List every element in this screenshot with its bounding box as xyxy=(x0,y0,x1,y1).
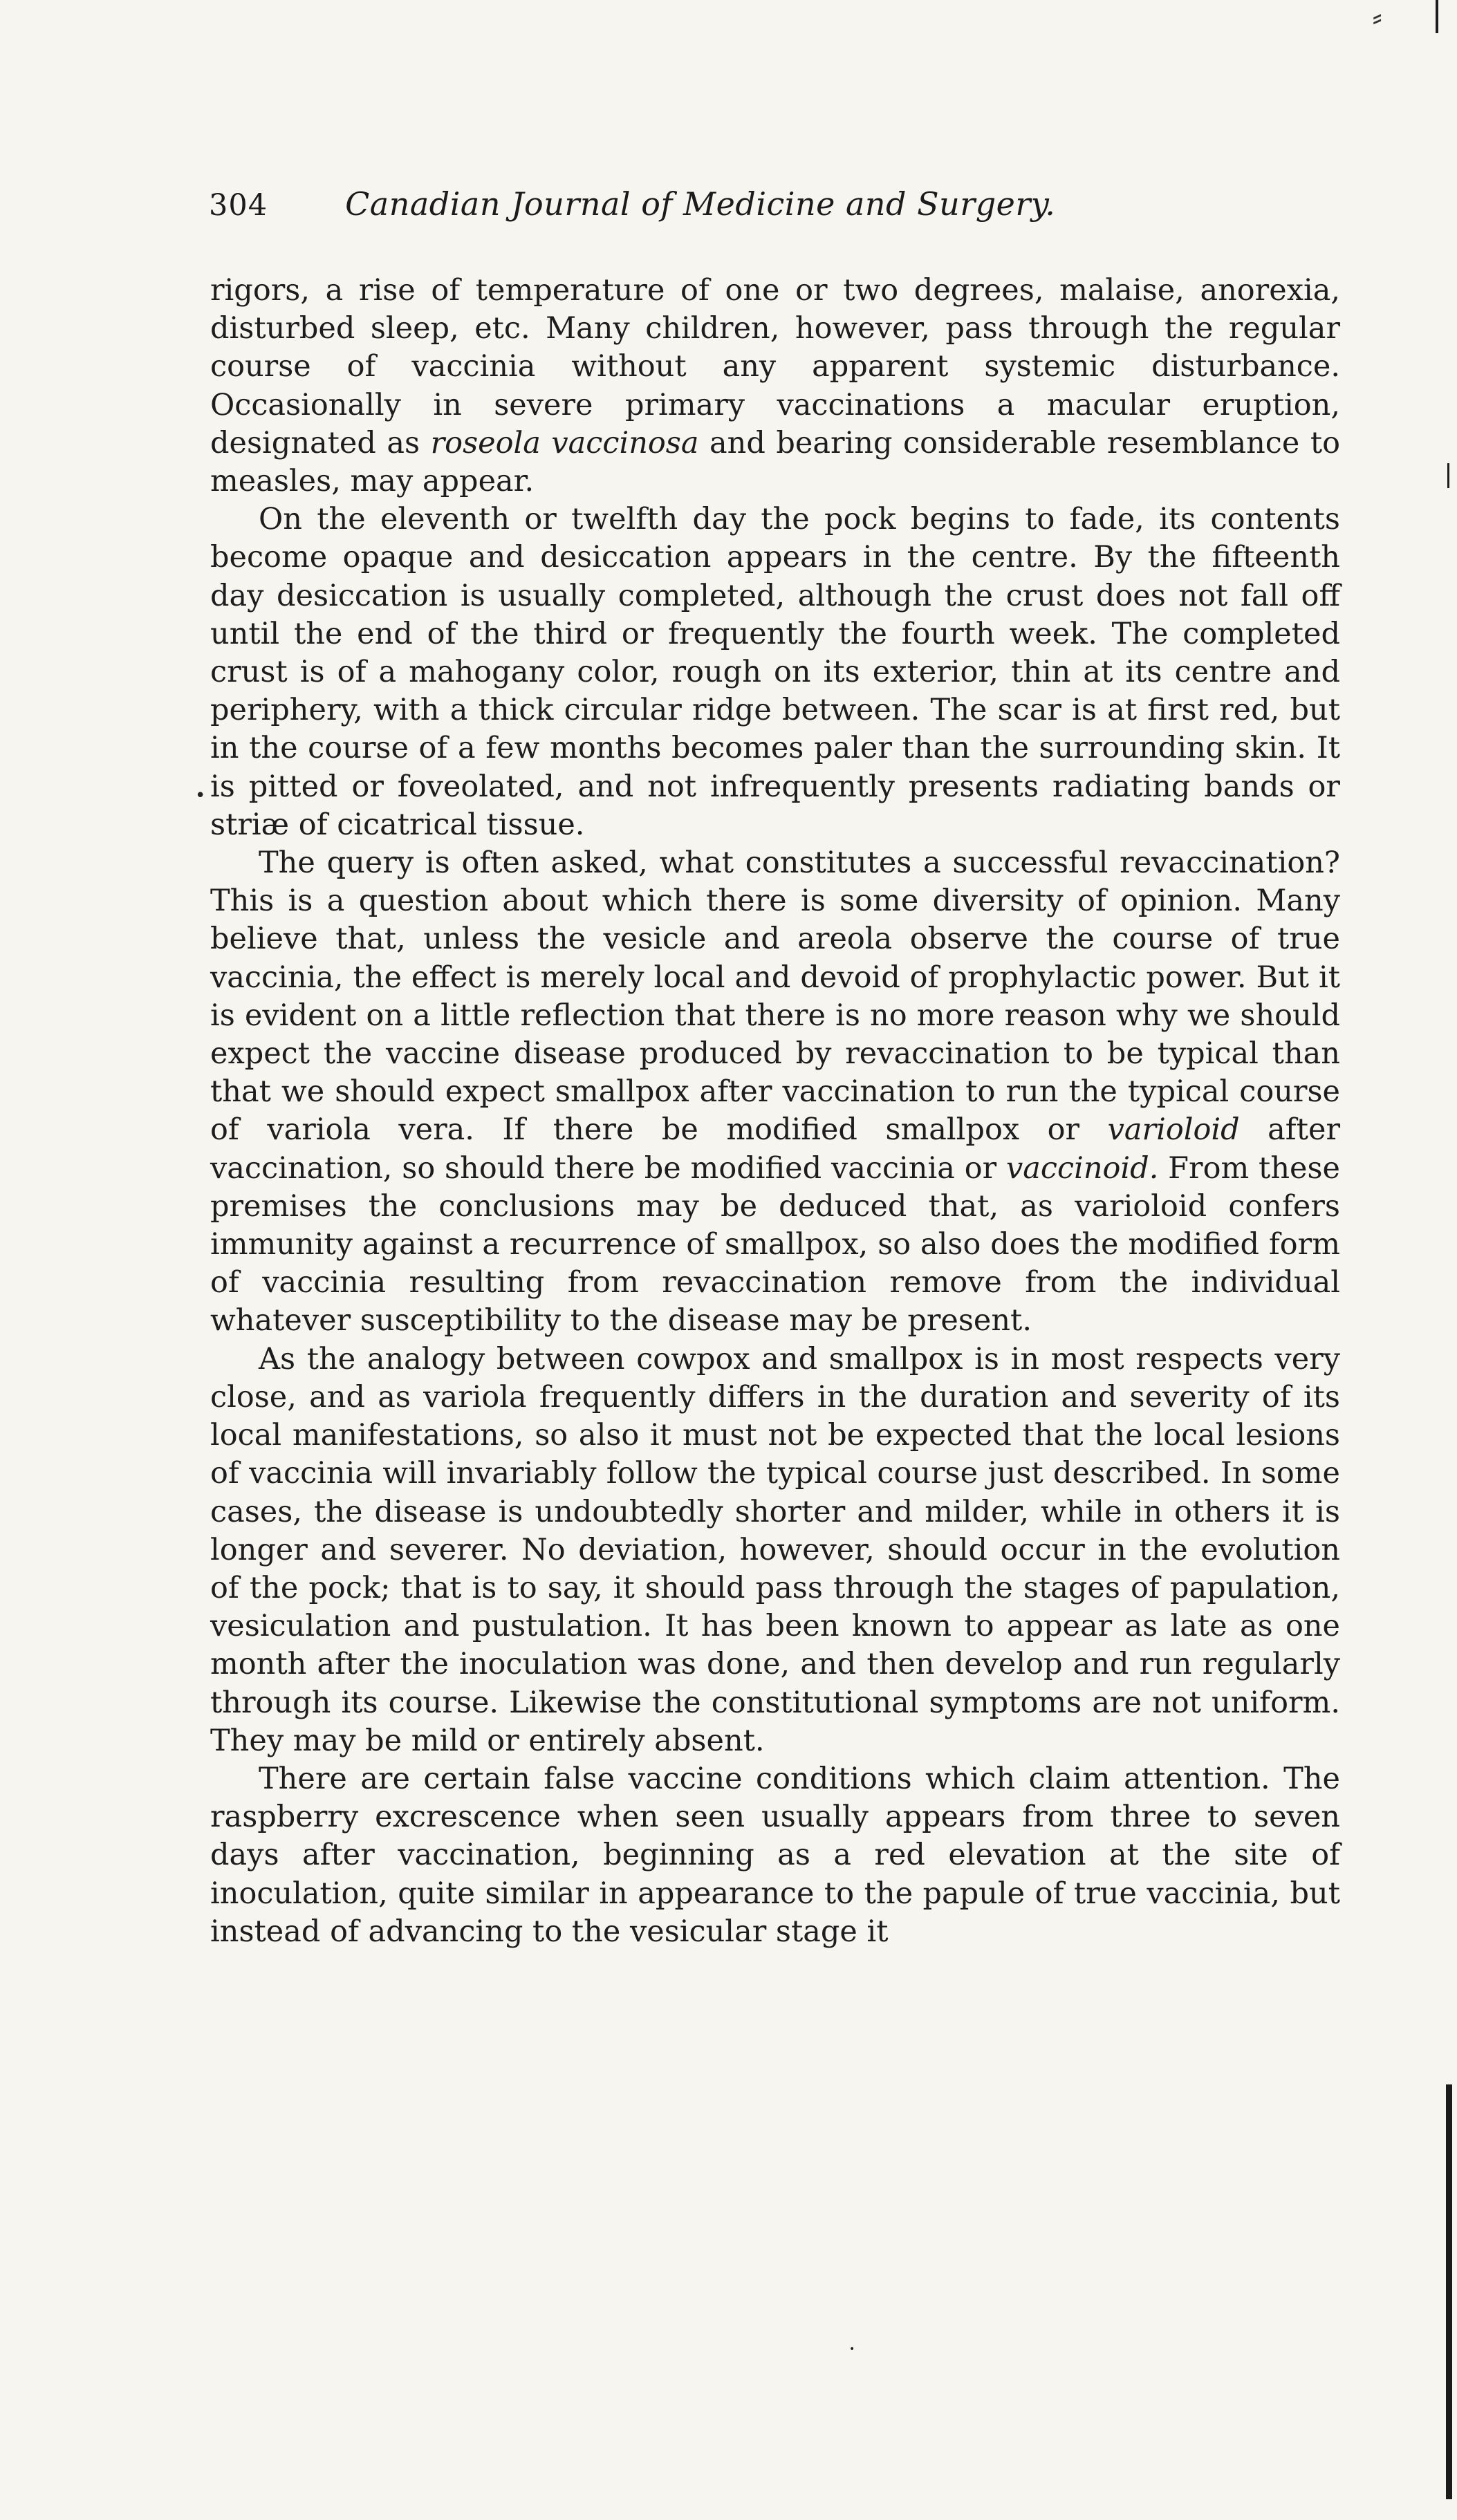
paragraph-1 xyxy=(210,272,1340,501)
paragraph-4: As the analogy between cowpox and smallpox is in most respects very close, and as variola frequently differs in the duration and severity of its local manifestations, so also it must not be expected that the local lesions of vaccinia will invariably follow the typical course just described. In some cases, the disease is undoubtedly shorter and milder, while in others it is longer and severer. No deviation, however, should occur in the evolution of the pock; that is to say, it should pass through the stages of papulation, vesiculation and pustulation. It has been known to appear as late as one month after the inoculation was done, and then develop and run regularly through its course. Likewise the constitutional symptoms are not uniform. They may be mild or entirely absent. xyxy=(210,1341,1340,1758)
bottom-center-dot: • xyxy=(849,2344,855,2355)
margin-dot-left: • xyxy=(195,785,206,806)
paragraph-1-text-b: and bearing considerable resemblance to measles, may appear. xyxy=(210,425,1340,499)
top-edge-tick xyxy=(1436,0,1438,33)
paragraph-2: On the eleventh or twelfth day the pock begins to fade, its contents become opaque and desiccation appears in the centre. By the fifteenth day desiccation is usually completed, although the crust does not fall off until the end of the third or frequently the fourth week. The completed crust is of a mahogany color, rough on its exterior, thin at its centre and periphery, with a thick circular ridge between. The scar is at first red, but in the course of a few months becomes paler than the surrounding skin. It is pitted or foveolated, and not infrequently presents radiating bands or striæ of cicatrical tissue. xyxy=(210,502,1340,842)
paragraph-3-text-b: after vaccination, so should there be modified vaccinia or xyxy=(210,1112,1340,1186)
paragraph-5: There are certain false vaccine conditions which claim attention. The raspberry excrescence when seen usually appears from three to seven days after vaccination, beginning as a red elevation at the site of inoculation, quite similar in appearance to the papule of true vaccinia, but instead of advancing to the vesicular stage it xyxy=(210,1761,1340,1949)
article-body xyxy=(210,272,1340,2380)
right-edge-bar xyxy=(1446,2084,1452,2499)
page-number: 304 xyxy=(209,188,268,223)
paragraph-1-text-a: rigors, a rise of temperature of one or two degrees, malaise, anorexia, disturbed sleep, etc. Many children, however, pass through the regular course of vaccinia without any apparent systemic disturbance. Occasionally in severe primary vaccinations a macular eruption, designated as xyxy=(210,273,1340,460)
right-margin-tick xyxy=(1447,463,1449,488)
paragraph-3-text-c: From these premises the conclusions may be deduced that, as varioloid confers immunity against a recurrence of smallpox, so also does the modified form of vaccinia resulting from revaccination remove from the individual whatever susceptibility to the disease may be present. xyxy=(210,1150,1340,1338)
corner-scan-mark: ⸗ xyxy=(1373,1,1382,33)
paragraph-3 xyxy=(210,844,1340,1341)
paragraph-3-text-a: The query is often asked, what constitutes a successful revaccination? This is a question about which there is some diversity of opinion. Many believe that, unless the vesicle and areola observe the course of true vaccinia, the effect is merely local and devoid of prophylactic power. But it is evident on a little reflection that there is no more reason why we should expect the vaccine disease produced by revaccination to be typical than that we should expect smallpox after vaccination to run the typical course of variola vera. If there be modified smallpox or xyxy=(210,846,1340,1148)
paragraph-3-italic-variloid: varioloid xyxy=(1107,1112,1240,1148)
page-header xyxy=(209,185,1343,241)
paragraph-3-italic-vaccinoid: vaccinoid. xyxy=(1005,1150,1159,1186)
paragraph-1-italic-term: roseola vaccinosa xyxy=(430,425,699,460)
running-title: Canadian Journal of Medicine and Surgery. xyxy=(345,185,1056,223)
